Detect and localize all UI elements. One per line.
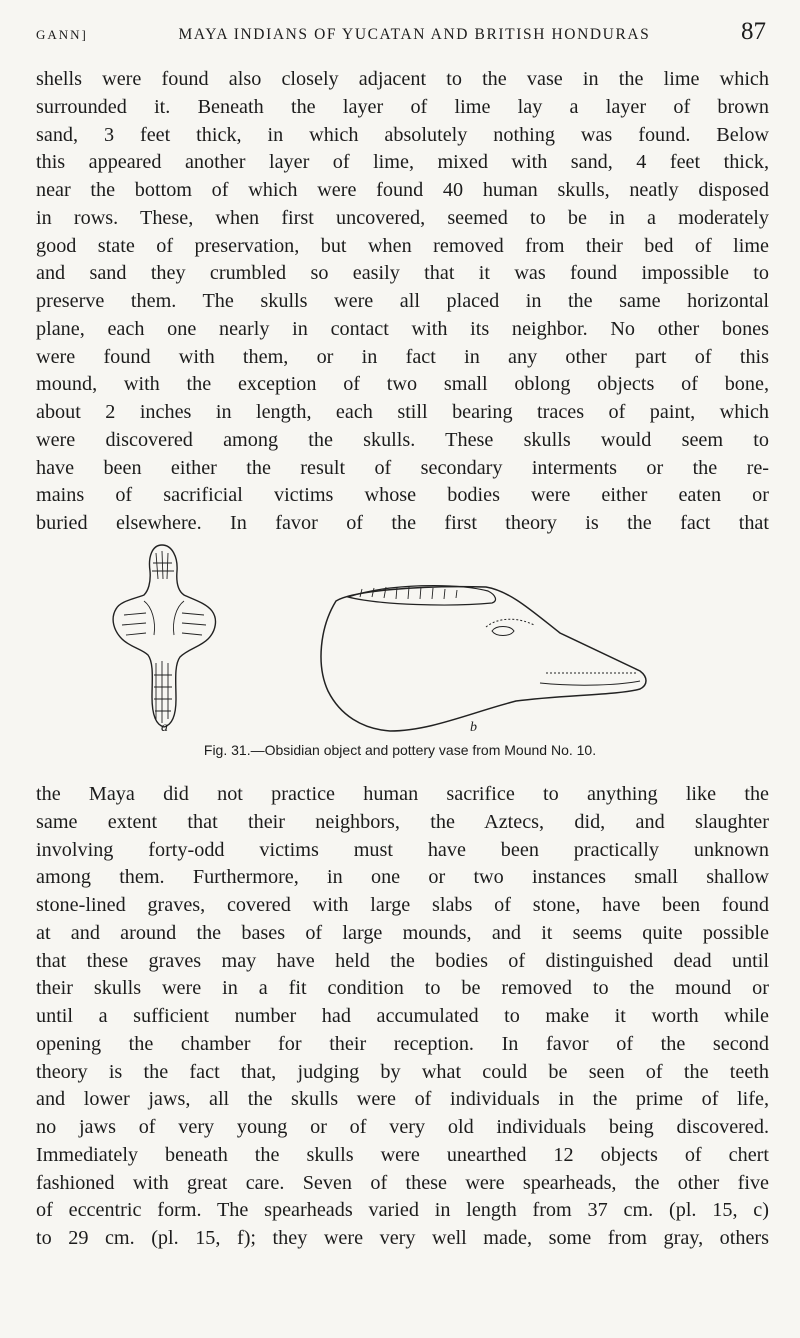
text-line: involving forty-odd victims must have been practically unknown [36,838,769,861]
text-line: and sand they crumbled so easily that it was found impossible to [36,262,769,285]
paragraph-2 [36,781,769,1253]
text-line: plane, each one nearly in contact with its neighbor. No other bones [36,317,769,340]
text-line: theory is the fact that, judging by what could be seen of the teeth [36,1060,769,1083]
text-line: their skulls were in a fit condition to be removed to the mound or [36,977,769,1000]
page-number: 87 [741,18,766,45]
text-line: about 2 inches in length, each still bearing traces of paint, which [36,401,769,423]
text-line: sand, 3 feet thick, in which absolutely nothing was found. Below [36,123,769,146]
text-line: this appeared another layer of lime, mixed with sand, 4 feet thick, [36,151,769,174]
text-line: good state of preservation, but when removed from their bed of lime [36,234,769,257]
text-line: surrounded it. Beneath the layer of lime lay a layer of brown [36,95,769,118]
text-line: until a sufficient number had accumulated to make it worth while [36,1005,769,1027]
text-line: same extent that their neighbors, the Aztecs, did, and slaughter [36,810,769,833]
text-line: mains of sacrificial victims whose bodies were either eaten or [36,484,769,507]
header-title: MAYA INDIANS OF YUCATAN AND BRITISH HONDURAS [178,26,651,43]
text-line: and lower jaws, all the skulls were of individuals in the prime of life, [36,1088,769,1111]
figure-label-a: a [161,720,168,735]
text-line: opening the chamber for their reception. In favor of the second [36,1032,769,1055]
pottery-vase-illustration [321,586,646,731]
figure-31 [100,535,700,775]
figure-illustration [100,535,700,740]
running-header [36,18,766,58]
figure-label-b: b [470,720,477,735]
text-line: preserve them. The skulls were all placed in the same horizontal [36,290,769,312]
obsidian-object-illustration [113,545,215,727]
text-line: mound, with the exception of two small oblong objects of bone, [36,373,769,396]
text-line: fashioned with great care. Seven of these were spearheads, the other five [36,1171,769,1194]
figure-caption: Fig. 31.—Obsidian object and pottery vase from Mound No. 10. [203,742,597,758]
text-line: stone-lined graves, covered with large slabs of stone, have been found [36,894,769,916]
text-line: have been either the result of secondary interments or the re- [36,456,769,479]
header-author: GANN] [36,27,88,42]
text-line: no jaws of very young or of very old individuals being discovered. [36,1116,769,1138]
text-line: shells were found also closely adjacent to the vase in the lime which [36,68,769,90]
text-line: to 29 cm. (pl. 15, f); they were very well made, some from gray, others [36,1227,769,1249]
paragraph-1 [36,66,769,538]
text-line: near the bottom of which were found 40 human skulls, neatly disposed [36,179,769,201]
text-line: of eccentric form. The spearheads varied in length from 37 cm. (pl. 15, c) [36,1199,769,1222]
text-line: were found with them, or in fact in any other part of this [36,345,769,368]
text-line: in rows. These, when first uncovered, seemed to be in a moderately [36,206,769,229]
text-line: were discovered among the skulls. These skulls would seem to [36,428,769,451]
text-line: that these graves may have held the bodies of distinguished dead until [36,949,769,972]
text-line: Immediately beneath the skulls were unearthed 12 objects of chert [36,1143,769,1166]
text-line: at and around the bases of large mounds, and it seems quite possible [36,921,769,944]
text-line: the Maya did not practice human sacrifice to anything like the [36,783,769,805]
text-line: among them. Furthermore, in one or two instances small shallow [36,866,769,889]
text-line: buried elsewhere. In favor of the first theory is the fact that [36,512,769,534]
